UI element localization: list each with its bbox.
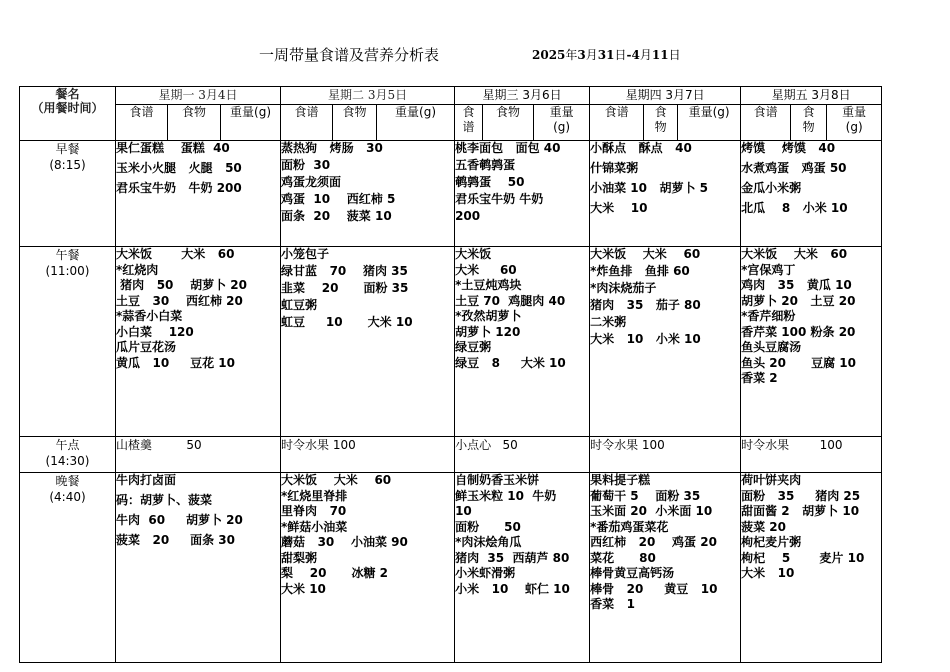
menu-line: 虹豆 10 大米 10 xyxy=(281,315,413,329)
menu-line: 小油菜 10 胡萝卜 5 xyxy=(590,181,709,195)
menu-line: 西红柿 20 鸡蛋 20 xyxy=(590,535,717,549)
meal-time: (14:30) xyxy=(45,454,90,468)
menu-cell-wed xyxy=(455,473,590,663)
menu-line: 果料提子糕 xyxy=(590,473,651,487)
menu-line: 梨 20 冰糖 2 xyxy=(281,566,389,580)
menu-line: 绿甘蓝 70 猪肉 35 xyxy=(281,264,408,278)
sub-header-food-part: 物 xyxy=(654,120,667,134)
sub-header-menu: 食谱 xyxy=(281,105,333,141)
menu-line: *炸鱼排 鱼排 60 xyxy=(590,264,690,278)
menu-cell-thu xyxy=(590,473,741,663)
menu-line: 黄瓜 10 豆花 10 xyxy=(116,355,235,370)
menu-line: 大米饭 大米 60 xyxy=(741,247,848,261)
menu-line: 果仁蛋糕 蛋糕 40 xyxy=(116,141,230,155)
meal-name: 早餐 xyxy=(55,142,80,156)
menu-line: 香菜 1 xyxy=(590,597,635,611)
sub-header-weight-part: (g) xyxy=(553,120,571,134)
date-month-end: 4 xyxy=(631,48,640,62)
menu-cell-wed xyxy=(455,141,590,247)
meal-header xyxy=(20,87,116,141)
day-header-wed: 星期三 3月6日 xyxy=(455,87,590,105)
menu-line: 小白菜 120 xyxy=(116,324,194,339)
sub-header-menu: 食谱 xyxy=(741,105,791,141)
sub-header-food-part: 食 xyxy=(654,105,667,119)
meal-time: (11:00) xyxy=(45,264,90,278)
day-header-thu: 星期四 3月7日 xyxy=(590,87,741,105)
menu-line: 玉米小火腿 火腿 50 xyxy=(116,161,242,175)
menu-line: 棒骨 20 黄豆 10 xyxy=(590,581,718,596)
menu-line: 韭菜 20 面粉 35 xyxy=(281,281,409,295)
header-row-sub xyxy=(20,105,882,141)
meal-time-label: （用餐时间） xyxy=(31,101,104,115)
menu-line: 金瓜小米粥 xyxy=(741,181,802,195)
menu-line: 面粉 35 猪肉 25 xyxy=(741,488,861,503)
menu-line: *宫保鸡丁 xyxy=(741,262,796,277)
menu-line: *肉沫烩角瓜 xyxy=(455,535,522,549)
meal-name: 午餐 xyxy=(55,248,80,262)
menu-line: *红烧里脊排 xyxy=(281,488,348,503)
menu-line: 小笼包子 xyxy=(281,247,330,261)
meal-time: (8:15) xyxy=(49,158,86,172)
menu-line: 里脊肉 70 xyxy=(281,504,347,518)
menu-cell-thu xyxy=(590,141,741,247)
menu-line: 枸杞麦片粥 xyxy=(741,535,802,549)
menu-line: 甜梨粥 xyxy=(281,550,318,565)
menu-line: 鱼头 20 豆腐 10 xyxy=(741,355,856,370)
sub-header-food: 食物 xyxy=(168,105,221,141)
menu-line: 北瓜 8 小米 10 xyxy=(741,201,848,215)
menu-line: 200 xyxy=(455,209,481,223)
menu-line: 鸡蛋 10 西红柿 5 xyxy=(281,192,396,206)
meal-row xyxy=(20,141,882,247)
sub-header-menu: 食谱 xyxy=(116,105,168,141)
menu-line: 菜花 80 xyxy=(590,550,656,565)
menu-body xyxy=(20,141,882,663)
menu-cell-mon xyxy=(116,473,281,663)
snack-cell-mon: 山楂羹 50 xyxy=(116,437,281,473)
day-header-fri: 星期五 3月8日 xyxy=(741,87,882,105)
date-separator: - xyxy=(626,48,632,62)
menu-line: 土豆 30 西红柿 20 xyxy=(116,293,243,308)
sub-header-food: 食物 xyxy=(483,105,534,141)
menu-line: 虹豆粥 xyxy=(281,298,318,312)
menu-line: 桃李面包 面包 40 xyxy=(455,141,561,155)
sub-header-weight xyxy=(534,105,590,141)
menu-line: 菠菜 20 面条 30 xyxy=(116,533,235,547)
menu-line: *蒜香小白菜 xyxy=(116,309,183,323)
menu-line: 大米 10 xyxy=(590,201,648,215)
date-month-unit-end: 月 xyxy=(639,48,652,62)
snack-cell-wed: 小点心 50 xyxy=(455,437,590,473)
menu-line: 码：胡萝卜、菠菜 xyxy=(116,493,213,507)
sub-header-menu-part: 食 xyxy=(462,105,475,119)
header-row-days xyxy=(20,87,882,105)
menu-line: 大米 10 小米 10 xyxy=(590,332,701,346)
menu-cell-mon xyxy=(116,247,281,437)
menu-line: 小米虾滑粥 xyxy=(455,566,516,580)
menu-line: 蘑菇 30 小油菜 90 xyxy=(281,535,408,549)
meal-name: 晚餐 xyxy=(55,474,80,488)
menu-line: 鱼头豆腐汤 xyxy=(741,340,802,354)
date-month-unit: 月 xyxy=(585,48,598,62)
menu-line: 绿豆粥 xyxy=(455,340,492,354)
sub-header-food: 食物 xyxy=(333,105,377,141)
meal-label xyxy=(20,247,116,437)
menu-line: 大米饭 大米 60 xyxy=(116,247,235,261)
sub-header-menu-part: 谱 xyxy=(462,120,475,134)
sub-header-food xyxy=(791,105,827,141)
menu-line: 10 xyxy=(455,504,472,518)
title-row xyxy=(0,44,950,66)
meal-time: (4:40) xyxy=(49,490,86,504)
meal-label xyxy=(20,437,116,473)
menu-line: 面条 20 菠菜 10 xyxy=(281,209,392,223)
sub-header-weight xyxy=(827,105,882,141)
date-day-unit-end: 日 xyxy=(668,48,681,62)
sub-header-weight: 重量(g) xyxy=(221,105,281,141)
menu-line: *鲜菇小油菜 xyxy=(281,519,348,534)
sub-header-weight: 重量(g) xyxy=(678,105,741,141)
meal-name: 午点 xyxy=(55,438,80,452)
sub-header-weight-part: (g) xyxy=(845,120,863,134)
date-day-start: 31 xyxy=(597,48,615,62)
menu-line: 鹌鹑蛋 50 xyxy=(455,175,525,189)
menu-line: 大米饭 大米 60 xyxy=(590,247,701,261)
snack-cell-tue: 时令水果 100 xyxy=(281,437,455,473)
menu-line: 君乐宝牛奶 牛奶 xyxy=(455,192,544,206)
page-title: 一周带量食谱及营养分析表 xyxy=(259,46,440,64)
date-range xyxy=(532,46,681,63)
menu-line: 自制奶香玉米饼 xyxy=(455,473,540,487)
menu-cell-fri xyxy=(741,141,882,247)
menu-line: 枸杞 5 麦片 10 xyxy=(741,550,865,565)
menu-cell-mon xyxy=(116,141,281,247)
menu-line: 棒骨黄豆高钙汤 xyxy=(590,566,675,580)
menu-cell-thu xyxy=(590,247,741,437)
menu-line: 猪肉 50 胡萝卜 20 xyxy=(116,278,247,292)
snack-cell-thu: 时令水果 100 xyxy=(590,437,741,473)
menu-line: 鲜玉米粒 10 牛奶 xyxy=(455,488,557,503)
menu-line: 牛肉打卤面 xyxy=(116,473,177,487)
meal-label xyxy=(20,473,116,663)
snack-cell-fri: 时令水果 100 xyxy=(741,437,882,473)
sub-header-food xyxy=(644,105,678,141)
date-day-end: 11 xyxy=(651,48,669,62)
menu-line: *香芹细粉 xyxy=(741,309,796,323)
menu-line: *红烧肉 xyxy=(116,262,159,277)
meal-header-label: 餐名 xyxy=(55,87,80,101)
date-month-start: 3 xyxy=(577,48,586,62)
menu-line: 大米饭 大米 60 xyxy=(281,473,392,487)
menu-line: 水煮鸡蛋 鸡蛋 50 xyxy=(741,161,847,175)
menu-line: 大米 10 xyxy=(281,581,326,596)
menu-line: 胡萝卜 20 土豆 20 xyxy=(741,293,856,308)
meal-row xyxy=(20,437,882,473)
menu-line: 五香鹌鹑蛋 xyxy=(455,158,516,172)
day-header-mon: 星期一 3月4日 xyxy=(116,87,281,105)
menu-line: 葡萄干 5 面粉 35 xyxy=(590,488,701,503)
menu-line: 小酥点 酥点 40 xyxy=(590,141,692,155)
meal-row xyxy=(20,473,882,663)
date-day-unit: 日 xyxy=(614,48,627,62)
menu-line: 玉米面 20 小米面 10 xyxy=(590,504,713,518)
menu-line: 荷叶饼夹肉 xyxy=(741,473,802,487)
menu-line: *番茄鸡蛋菜花 xyxy=(590,519,669,534)
menu-line: 瓜片豆花汤 xyxy=(116,340,177,354)
date-year: 2025 xyxy=(532,48,566,62)
sub-header-menu xyxy=(455,105,483,141)
menu-line: 君乐宝牛奶 牛奶 200 xyxy=(116,181,242,195)
menu-line: 大米 60 xyxy=(455,262,517,277)
menu-line: 甜面酱 2 胡萝卜 10 xyxy=(741,504,860,518)
menu-line: *土豆炖鸡块 xyxy=(455,278,522,292)
menu-line: 香芹菜 100 粉条 20 xyxy=(741,324,856,339)
menu-cell-tue xyxy=(281,473,455,663)
menu-line: 面粉 30 xyxy=(281,158,331,172)
menu-line: *肉沫烧茄子 xyxy=(590,281,657,295)
menu-line: 什锦菜粥 xyxy=(590,161,639,175)
sub-header-weight-part: 重量 xyxy=(549,105,574,119)
menu-line: 香菜 2 xyxy=(741,371,778,385)
menu-line: 鸡蛋龙须面 xyxy=(281,175,342,189)
menu-line: *孜然胡萝卜 xyxy=(455,309,522,323)
menu-line: 猪肉 35 茄子 80 xyxy=(590,298,701,312)
date-year-unit: 年 xyxy=(565,48,578,62)
menu-line: 面粉 50 xyxy=(455,519,521,534)
menu-line: 蒸热狗 烤肠 30 xyxy=(281,141,383,155)
menu-line: 胡萝卜 120 xyxy=(455,324,521,339)
sub-header-weight-part: 重量 xyxy=(842,105,867,119)
menu-table xyxy=(19,86,882,663)
menu-line: 土豆 70 鸡腿肉 40 xyxy=(455,293,566,308)
meal-label xyxy=(20,141,116,247)
menu-cell-fri xyxy=(741,247,882,437)
menu-line: 小米 10 虾仁 10 xyxy=(455,581,570,596)
sub-header-weight: 重量(g) xyxy=(377,105,455,141)
menu-cell-tue xyxy=(281,141,455,247)
menu-line: 猪肉 35 西葫芦 80 xyxy=(455,550,570,565)
menu-line: 二米粥 xyxy=(590,315,627,329)
menu-line: 鸡肉 35 黄瓜 10 xyxy=(741,278,852,292)
menu-line: 菠菜 20 xyxy=(741,519,787,534)
menu-line: 烤馍 烤馍 40 xyxy=(741,141,836,155)
sub-header-menu: 食谱 xyxy=(590,105,644,141)
menu-line: 大米 10 xyxy=(741,566,795,580)
menu-line: 绿豆 8 大米 10 xyxy=(455,355,566,370)
menu-cell-fri xyxy=(741,473,882,663)
meal-row xyxy=(20,247,882,437)
day-header-tue: 星期二 3月5日 xyxy=(281,87,455,105)
menu-cell-tue xyxy=(281,247,455,437)
sub-header-food-part: 食 xyxy=(802,105,815,119)
menu-cell-wed xyxy=(455,247,590,437)
menu-line: 大米饭 xyxy=(455,247,492,261)
sub-header-food-part: 物 xyxy=(802,120,815,134)
menu-line: 牛肉 60 胡萝卜 20 xyxy=(116,513,243,527)
